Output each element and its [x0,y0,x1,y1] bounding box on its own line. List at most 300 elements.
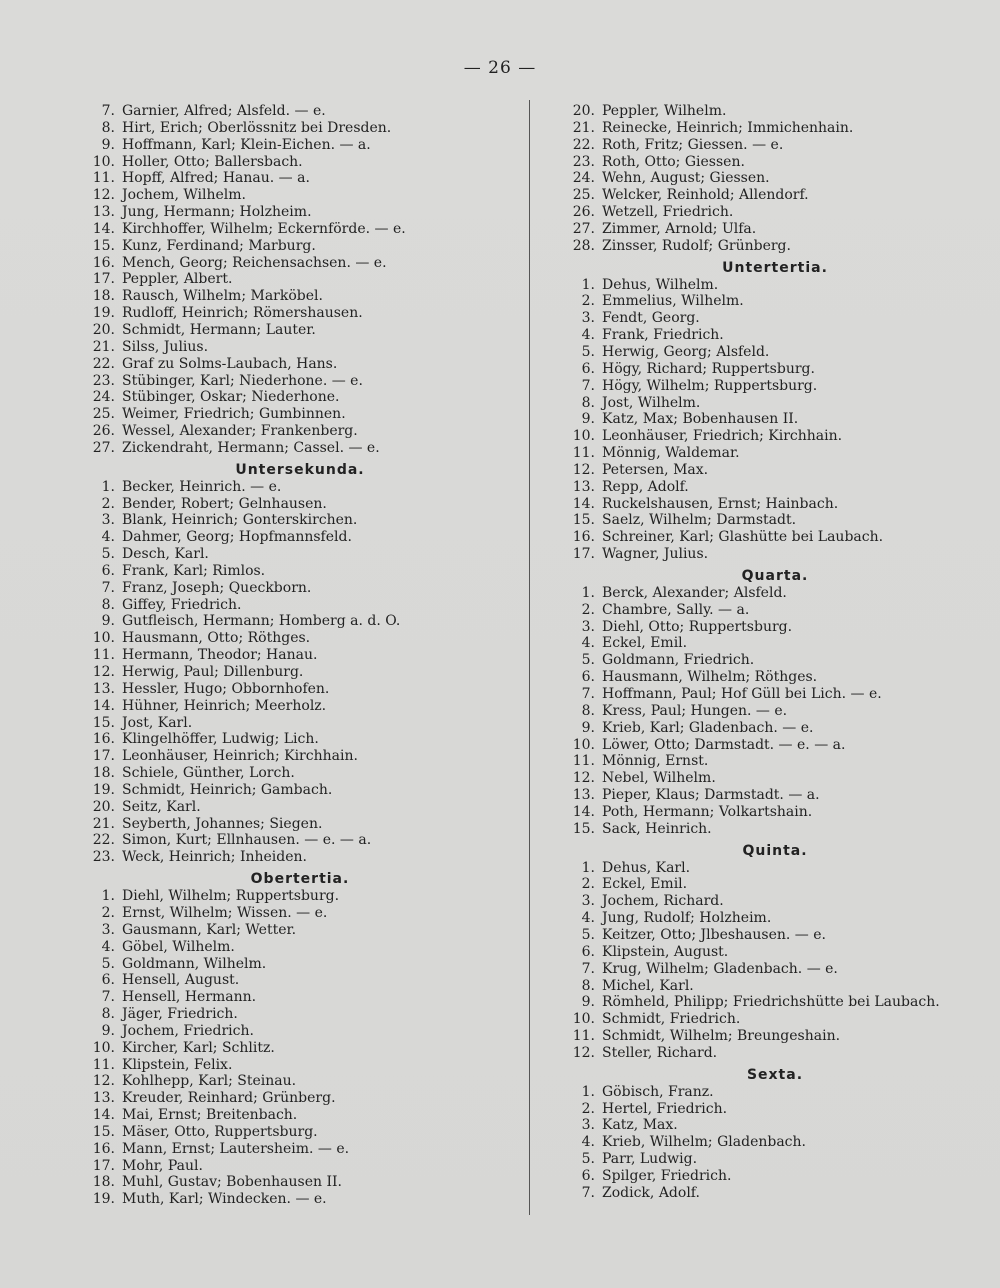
student-entry [540,310,980,327]
student-name: Zodick, Adolf. [602,1184,700,1201]
student-entry [60,1090,510,1107]
entry-number: 4. [101,938,115,955]
entry-number: 9. [581,411,595,428]
student-name: Gutfleisch, Hermann; Homberg a. d. O. [122,613,401,630]
entry-number: 12. [572,461,595,478]
student-name: Blank, Heinrich; Gonterskirchen. [122,512,358,529]
entry-number: 11. [92,647,115,664]
student-entry [60,613,510,630]
student-name: Nebel, Wilhelm. [602,770,716,787]
student-name: Kircher, Karl; Schlitz. [122,1039,275,1056]
student-entry [60,496,510,513]
student-entry [540,669,980,686]
student-entry [540,496,980,513]
student-entry [540,1185,980,1202]
entry-number: 20. [92,798,115,815]
entry-number: 2. [581,876,595,893]
student-entry [60,664,510,681]
entry-number: 15. [92,1123,115,1140]
student-name: Krieb, Wilhelm; Gladenbach. [602,1134,806,1151]
entry-number: 6. [581,1167,595,1184]
student-entry [60,563,510,580]
entry-number: 5. [581,652,595,669]
entry-number: 4. [581,635,595,652]
entry-number: 24. [572,170,595,187]
student-name: Stübinger, Karl; Niederhone. — e. [122,372,363,389]
student-entry [540,821,980,838]
student-entry [540,1101,980,1118]
student-entry [60,221,510,238]
class-section [540,563,980,838]
student-entry [540,860,980,877]
student-entry [60,406,510,423]
student-entry [60,154,510,171]
entry-number: 11. [572,753,595,770]
entry-number: 21. [572,119,595,136]
entry-number: 10. [92,153,115,170]
student-name: Seyberth, Johannes; Siegen. [122,815,323,832]
section-heading: Quarta. [741,567,809,584]
student-entry [540,462,980,479]
student-name: Petersen, Max. [602,461,709,478]
student-name: Muhl, Gustav; Bobenhausen II. [122,1174,342,1191]
entry-number: 15. [92,237,115,254]
entry-number: 8. [581,977,595,994]
student-entry [540,411,980,428]
student-name: Göbel, Wilhelm. [122,938,235,955]
student-entry [540,787,980,804]
entry-number: 20. [572,103,595,119]
student-entry [60,322,510,339]
student-name: Löwer, Otto; Darmstadt. — e. — a. [602,736,846,753]
entry-number: 1. [101,888,115,905]
left-column [60,103,510,1208]
entry-number: 8. [581,702,595,719]
student-entry [60,440,510,457]
student-entry [60,1107,510,1124]
student-name: Göbisch, Franz. [602,1083,714,1100]
entry-number: 12. [92,664,115,680]
entry-number: 10. [572,428,595,445]
entry-number: 17. [92,748,115,765]
student-entry [60,187,510,204]
student-entry [540,686,980,703]
section-heading: Untersekunda. [235,461,365,478]
student-entry [60,479,510,496]
student-name: Spilger, Friedrich. [602,1167,732,1184]
student-name: Leonhäuser, Friedrich; Kirchhain. [602,428,843,445]
student-name: Kohlhepp, Karl; Steinau. [122,1073,297,1090]
student-name: Goldmann, Friedrich. [602,652,755,669]
entry-number: 1. [581,1083,595,1100]
student-name: Saelz, Wilhelm; Darmstadt. [602,512,797,529]
class-section [540,103,980,255]
entry-number: 19. [92,305,115,322]
student-name: Hensell, August. [122,972,240,989]
student-name: Jochem, Wilhelm. [122,187,246,204]
student-entry [60,1057,510,1074]
student-entry [540,944,980,961]
entry-number: 5. [581,926,595,943]
entry-number: 22. [92,355,115,372]
entry-number: 8. [101,596,115,613]
student-name: Repp, Adolf. [602,478,689,495]
class-section [540,1062,980,1202]
student-entry [60,120,510,137]
student-entry [60,1073,510,1090]
student-entry [540,961,980,978]
student-name: Bender, Robert; Gelnhausen. [122,495,327,512]
student-name: Diehl, Wilhelm; Ruppertsburg. [122,888,340,905]
entry-number: 3. [581,893,595,910]
student-entry [540,344,980,361]
entry-number: 23. [572,153,595,170]
entry-number: 16. [92,1140,115,1157]
student-entry [60,681,510,698]
entry-number: 9. [101,613,115,630]
student-name: Kress, Paul; Hungen. — e. [602,702,788,719]
entry-number: 6. [101,972,115,989]
entry-number: 4. [581,327,595,344]
student-entry [60,305,510,322]
student-name: Klipstein, Felix. [122,1056,233,1073]
student-name: Graf zu Solms-Laubach, Hans. [122,355,338,372]
student-entry [540,1011,980,1028]
student-entry [540,602,980,619]
entry-number: 27. [92,439,115,456]
student-entry [540,221,980,238]
entry-number: 1. [581,584,595,601]
student-name: Frank, Friedrich. [602,327,724,344]
student-entry [540,277,980,294]
student-name: Giffey, Friedrich. [122,596,242,613]
student-entry [60,1006,510,1023]
student-entry [540,293,980,310]
student-name: Mönnig, Waldemar. [602,445,740,462]
student-name: Katz, Max; Bobenhausen II. [602,411,799,428]
student-name: Hühner, Heinrich; Meerholz. [122,697,327,714]
student-entry [540,395,980,412]
student-entry [60,816,510,833]
student-name: Jochem, Richard. [602,893,724,910]
student-name: Garnier, Alfred; Alsfeld. — e. [122,103,326,119]
student-entry [60,389,510,406]
student-name: Parr, Ludwig. [602,1151,698,1168]
entry-number: 18. [92,288,115,305]
student-entry [540,1045,980,1062]
class-section [540,838,980,1062]
student-entry [60,956,510,973]
student-entry [60,698,510,715]
student-name: Schiele, Günther, Lorch. [122,765,295,782]
student-name: Högy, Wilhelm; Ruppertsburg. [602,377,818,394]
entry-number: 14. [572,803,595,820]
entry-number: 4. [581,1134,595,1151]
student-entry [60,731,510,748]
student-entry [540,204,980,221]
entry-number: 3. [581,310,595,327]
student-name: Weimer, Friedrich; Gumbinnen. [122,406,346,423]
entry-number: 5. [581,343,595,360]
entry-number: 13. [92,1090,115,1107]
student-name: Desch, Karl. [122,546,209,563]
student-name: Högy, Richard; Ruppertsburg. [602,360,815,377]
entry-number: 13. [572,478,595,495]
student-entry [540,1134,980,1151]
student-name: Hausmann, Otto; Röthges. [122,630,311,647]
student-name: Jost, Karl. [122,714,193,731]
entry-number: 13. [92,204,115,221]
student-entry [60,546,510,563]
entry-number: 5. [581,1151,595,1168]
entry-number: 28. [572,237,595,254]
student-name: Dehus, Wilhelm. [602,276,719,293]
student-name: Chambre, Sally. — a. [602,601,750,618]
student-name: Weck, Heinrich; Inheiden. [122,849,307,866]
student-name: Schmidt, Wilhelm; Breungeshain. [602,1028,841,1045]
student-entry [60,972,510,989]
entry-number: 3. [581,618,595,635]
student-entry [60,922,510,939]
student-name: Krieb, Karl; Gladenbach. — e. [602,719,814,736]
student-entry [60,1023,510,1040]
entry-number: 22. [92,832,115,849]
student-entry [60,1040,510,1057]
student-entry [540,238,980,255]
entry-number: 7. [101,103,115,119]
student-name: Poth, Hermann; Volkartshain. [602,803,813,820]
student-name: Dehus, Karl. [602,859,691,876]
class-section [540,255,980,563]
entry-number: 13. [572,787,595,804]
student-entry [540,327,980,344]
student-name: Kirchhoffer, Wilhelm; Eckernförde. — e. [122,220,406,237]
entry-number: 21. [92,815,115,832]
entry-number: 11. [572,1028,595,1045]
student-name: Becker, Heinrich. — e. [122,478,282,495]
student-entry [60,782,510,799]
student-name: Eckel, Emil. [602,876,688,893]
student-name: Jost, Wilhelm. [602,394,701,411]
entry-number: 6. [101,562,115,579]
entry-number: 7. [581,960,595,977]
entry-number: 12. [92,187,115,204]
entry-number: 12. [572,770,595,787]
section-heading: Untertertia. [722,259,828,276]
student-name: Eckel, Emil. [602,635,688,652]
student-entry [60,748,510,765]
student-name: Welcker, Reinhold; Allendorf. [602,187,809,204]
student-entry [540,737,980,754]
entry-number: 19. [92,781,115,798]
entry-number: 17. [92,1157,115,1174]
student-entry [60,170,510,187]
entry-number: 19. [92,1191,115,1208]
student-entry [540,103,980,120]
student-name: Hertel, Friedrich. [602,1100,728,1117]
student-entry [540,546,980,563]
student-entry [540,479,980,496]
student-entry [540,994,980,1011]
student-name: Römheld, Philipp; Friedrichshütte bei Laubach. [602,994,940,1011]
entry-number: 16. [92,731,115,748]
student-name: Hopff, Alfred; Hanau. — a. [122,170,310,187]
entry-number: 17. [572,546,595,563]
student-entry [540,652,980,669]
student-name: Seitz, Karl. [122,798,201,815]
entry-number: 7. [581,686,595,702]
student-name: Wagner, Julius. [602,546,709,563]
student-name: Hessler, Hugo; Obbornhofen. [122,680,330,697]
student-name: Wessel, Alexander; Frankenberg. [122,423,358,440]
student-entry [540,876,980,893]
entry-number: 21. [92,338,115,355]
student-name: Mench, Georg; Reichensachsen. — e. [122,254,387,271]
student-name: Mann, Ernst; Lautersheim. — e. [122,1140,350,1157]
student-name: Muth, Karl; Windecken. — e. [122,1191,327,1208]
student-name: Schmidt, Friedrich. [602,1011,741,1028]
entry-number: 16. [92,254,115,271]
student-entry [60,597,510,614]
class-section [60,866,510,1208]
entry-number: 12. [572,1044,595,1061]
student-entry [60,765,510,782]
entry-number: 8. [101,119,115,136]
entry-number: 5. [101,546,115,563]
student-name: Hoffmann, Paul; Hof Güll bei Lich. — e. [602,686,882,702]
class-section [60,457,510,866]
student-entry [540,910,980,927]
student-name: Kunz, Ferdinand; Marburg. [122,237,316,254]
entry-number: 14. [572,495,595,512]
student-entry [60,529,510,546]
student-name: Kreuder, Reinhard; Grünberg. [122,1090,336,1107]
class-section [60,103,510,457]
student-entry [540,154,980,171]
entry-number: 18. [92,765,115,782]
student-name: Berck, Alexander; Alsfeld. [602,584,787,601]
entry-number: 8. [101,1006,115,1023]
student-name: Hensell, Hermann. [122,989,257,1006]
student-name: Klipstein, August. [602,943,729,960]
student-entry [540,120,980,137]
student-entry [60,271,510,288]
student-name: Leonhäuser, Heinrich; Kirchhain. [122,748,358,765]
student-entry [540,804,980,821]
entry-number: 13. [92,680,115,697]
entry-number: 1. [101,478,115,495]
student-name: Jung, Rudolf; Holzheim. [602,910,772,927]
entry-number: 24. [92,389,115,406]
student-entry [540,585,980,602]
student-name: Frank, Karl; Rimlos. [122,562,266,579]
entry-number: 17. [92,271,115,288]
student-entry [60,715,510,732]
student-entry [60,832,510,849]
student-name: Gausmann, Karl; Wetter. [122,921,297,938]
student-entry [540,428,980,445]
entry-number: 18. [92,1174,115,1191]
student-entry [540,1168,980,1185]
student-name: Goldmann, Wilhelm. [122,955,267,972]
entry-number: 10. [572,736,595,753]
entry-number: 25. [572,187,595,204]
entry-number: 11. [92,1056,115,1073]
entry-number: 9. [101,136,115,153]
student-entry [60,103,510,120]
student-entry [60,939,510,956]
student-name: Zickendraht, Hermann; Cassel. — e. [122,439,380,456]
student-name: Klingelhöffer, Ludwig; Lich. [122,731,319,748]
student-entry [60,849,510,866]
student-name: Zimmer, Arnold; Ulfa. [602,220,757,237]
student-entry [60,339,510,356]
student-entry [540,893,980,910]
student-name: Pieper, Klaus; Darmstadt. — a. [602,787,820,804]
student-name: Diehl, Otto; Ruppertsburg. [602,618,793,635]
entry-number: 26. [92,423,115,440]
student-entry [540,137,980,154]
student-name: Keitzer, Otto; Jlbeshausen. — e. [602,926,826,943]
student-entry [60,137,510,154]
entry-number: 7. [101,989,115,1006]
entry-number: 1. [581,276,595,293]
student-name: Herwig, Georg; Alsfeld. [602,343,770,360]
entry-number: 2. [581,293,595,310]
section-heading: Quinta. [742,842,808,859]
student-entry [60,1124,510,1141]
student-name: Ruckelshausen, Ernst; Hainbach. [602,495,839,512]
student-entry [540,770,980,787]
student-entry [540,445,980,462]
student-name: Mönnig, Ernst. [602,753,709,770]
student-entry [540,703,980,720]
section-heading: Obertertia. [250,871,350,888]
entry-number: 3. [101,512,115,529]
student-name: Krug, Wilhelm; Gladenbach. — e. [602,960,838,977]
entry-number: 23. [92,372,115,389]
entry-number: 14. [92,220,115,237]
student-name: Fendt, Georg. [602,310,700,327]
student-name: Rudloff, Heinrich; Römershausen. [122,305,363,322]
entry-number: 14. [92,1107,115,1124]
student-name: Steller, Richard. [602,1044,718,1061]
student-name: Silss, Julius. [122,338,209,355]
student-name: Emmelius, Wilhelm. [602,293,744,310]
student-name: Hirt, Erich; Oberlössnitz bei Dresden. [122,119,392,136]
entry-number: 9. [101,1022,115,1039]
student-name: Roth, Otto; Giessen. [602,153,745,170]
student-name: Stübinger, Oskar; Niederhone. [122,389,340,406]
student-name: Reinecke, Heinrich; Immichenhain. [602,119,854,136]
student-entry [540,1151,980,1168]
student-entry [60,1174,510,1191]
student-entry [60,238,510,255]
entry-number: 14. [92,697,115,714]
entry-number: 15. [92,714,115,731]
student-entry [60,580,510,597]
entry-number: 11. [572,445,595,462]
student-name: Rausch, Wilhelm; Marköbel. [122,288,323,305]
entry-number: 2. [101,495,115,512]
entry-number: 16. [572,529,595,546]
entry-number: 3. [101,921,115,938]
student-name: Schmidt, Hermann; Lauter. [122,321,316,338]
student-name: Mäser, Otto, Ruppertsburg. [122,1123,318,1140]
student-entry [60,799,510,816]
right-column [540,103,980,1202]
student-entry [60,1191,510,1208]
